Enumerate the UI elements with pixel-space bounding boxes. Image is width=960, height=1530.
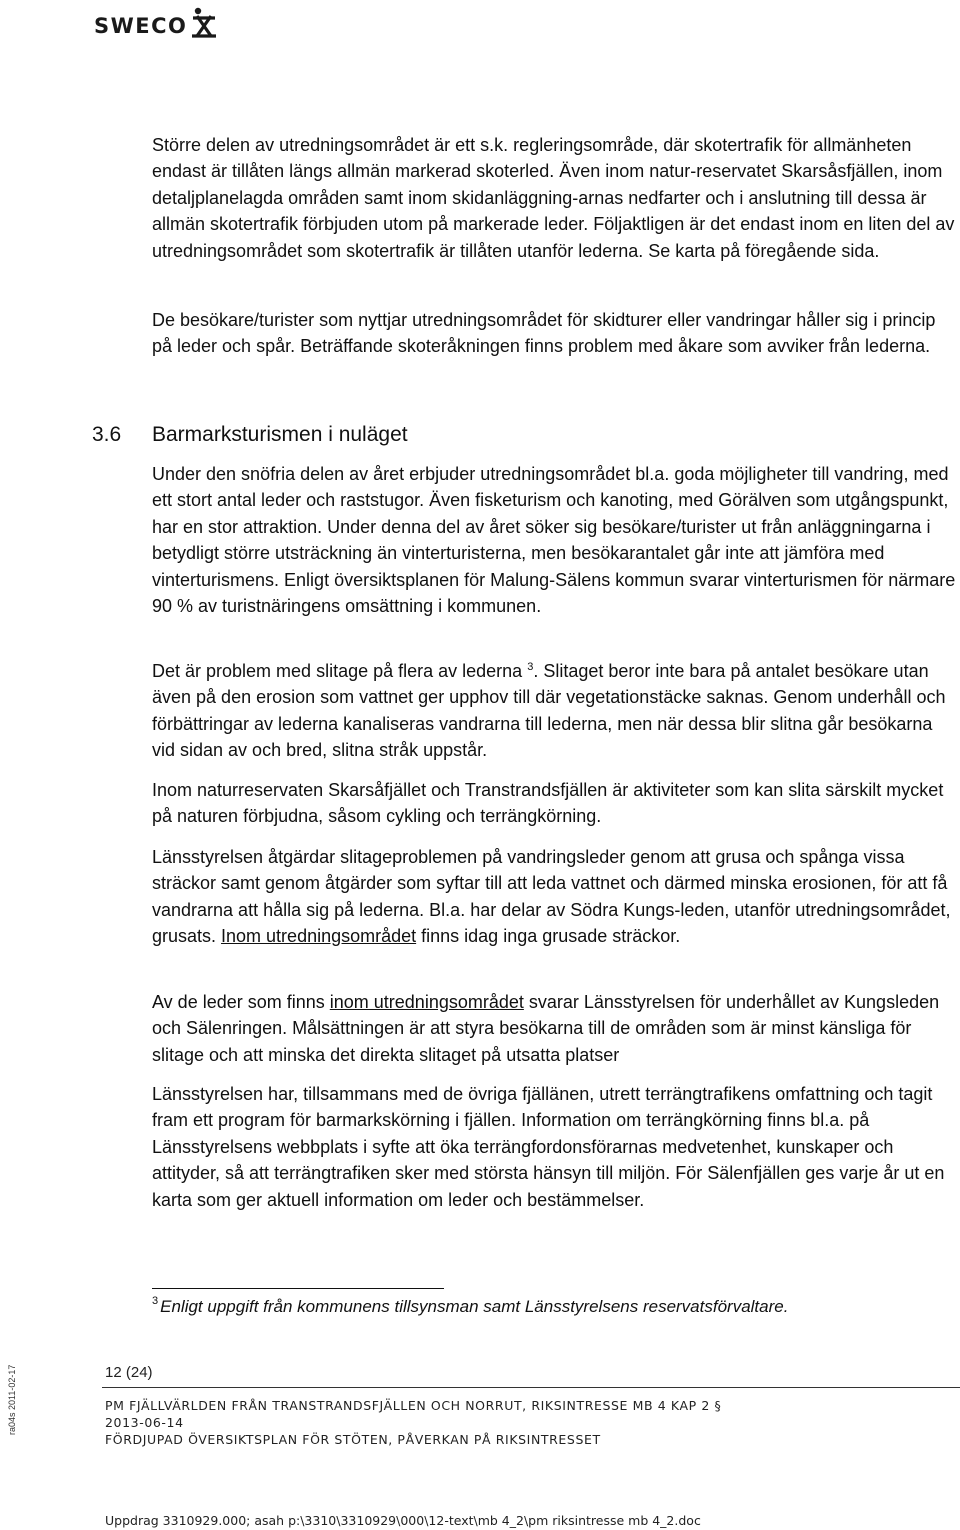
section-number: 3.6 bbox=[92, 423, 122, 446]
section-heading bbox=[92, 422, 408, 448]
paragraph-summer-tourism: Under den snöfria delen av året erbjuder utredningsområdet bl.a. goda möjligheter till vandring, med ett stort antal leder och raststugor. Även fisketurism och kanoting, med Görälven som utgångspunkt, har en stor attraktion. Under denna del av året söker sig besökare/turister ut från anläggningarna i betydligt större utsträckning än vinterturisterna, men besökarantalet går inte att jämföra med vinterturismens. Enligt översiktsplanen för Malung-Sälens kommun svarar vinterturismen för närmare 90 % av turistnäringens omsättning i kommunen. bbox=[152, 464, 956, 617]
footnote-ref: 3 bbox=[527, 661, 534, 673]
paragraph-county-measures: Länsstyrelsen åtgärdar slitageproblemen på vandringsleder genom att grusa och spånga vissa sträckor samt genom åtgärder som syftar till att leda vattnet och därmed minska erosionen, för att få vandrarna att hålla sig på lederna. Bl.a. har delar av Södra Kungs-leden, utanför utredningsområdet, grusats. Inom utredningsområdet finns idag inga grusade sträckor. bbox=[152, 847, 951, 947]
paragraph-terrain-traffic: Länsstyrelsen har, tillsammans med de övriga fjällänen, utrett terrängtrafikens omfattning och tagit fram ett program för barmarkskörning i fjällen. Information om terrängkörning finns bl.a. på Länsstyrelsens webbplats i syfte att öka terrängfordonsförarnas medvetenhet, kunskaper och attityder, så att terrängtrafiken sker med största hänsyn till miljön. För Sälenfjällen ges varje år ut en karta som ger aktuell information om leder och bestämmelser. bbox=[152, 1084, 945, 1210]
paragraph-reserves: Inom naturreservaten Skarsåfjället och Transtrandsfjällen är aktiviteter som kan slita särskilt mycket på naturen förbjudna, såsom cykling och terrängkörning. bbox=[152, 780, 944, 827]
footer-divider bbox=[102, 1387, 960, 1388]
document-reference: Uppdrag 3310929.000; asah p:\3310\3310929\000\12-text\mb 4_2\pm riksintresse mb 4_2.doc bbox=[105, 1513, 701, 1528]
footer-subtitle: FÖRDJUPAD ÖVERSIKTSPLAN FÖR STÖTEN, PÅVERKAN PÅ RIKSINTRESSET bbox=[105, 1432, 601, 1447]
sweco-star-icon bbox=[189, 6, 219, 40]
side-stamp: ra04s 2011-02-17 bbox=[7, 1364, 17, 1435]
footnote-divider bbox=[152, 1288, 444, 1289]
paragraph-wear: Det är problem med slitage på flera av lederna $^3$. Slitaget beror inte bara på antalet besökare utan även på den erosion som vattnet ger upphov till där vegetationstäcke saknas. Genom underhåll och förbättringar av lederna kanaliseras vandrarna till lederna, men när dessa blir slitna går besökarna vid sidan av och bred, slitna stråk uppstår. bbox=[152, 661, 946, 761]
page-number: 12 (24) bbox=[105, 1364, 153, 1381]
footer-date: 2013-06-14 bbox=[105, 1415, 184, 1430]
footer-title: PM FJÄLLVÄRLDEN FRÅN TRANSTRANDSFJÄLLEN OCH NORRUT, RIKSINTRESSE MB 4 KAP 2 § bbox=[105, 1398, 722, 1413]
section-title: Barmarksturismen i nuläget bbox=[152, 423, 408, 446]
logo-text: SWECO bbox=[94, 14, 188, 38]
sweco-logo bbox=[94, 6, 219, 40]
paragraph-maintenance: Av de leder som finns inom utredningsområdet svarar Länsstyrelsen för underhållet av Kungsleden och Sälenringen. Målsättningen är att styra besökarna till de områden som är minst känsliga för slitage och att minska det direkta slitaget på utsatta platser bbox=[152, 992, 940, 1065]
paragraph-scooter-regulation: Större delen av utredningsområdet är ett s.k. regleringsområde, där skotertrafik för allmänheten endast är tillåten längs allmän markerad skoterled. Även inom natur-reservatet Skarsåsfjällen, inom detaljplanelagda områden samt inom skidanläggning-arnas nedfarter och i anslutning till dessa är allmän skotertrafik förbjuden utom på markerade leder. Följaktligen är det endast inom en liten del av utredningsområdet som skotertrafik är tillåten utanför lederna. Se karta på föregående sida. bbox=[152, 135, 955, 261]
paragraph-visitors: De besökare/turister som nyttjar utredningsområdet för skidturer eller vandringar håller sig i princip på leder och spår. Beträffande skoteråkningen finns problem med åkare som avviker från lederna. bbox=[152, 310, 936, 357]
footnote: $^3$ Enligt uppgift från kommunens tillsynsman samt Länsstyrelsens reservatsförvaltare. bbox=[152, 1295, 789, 1316]
